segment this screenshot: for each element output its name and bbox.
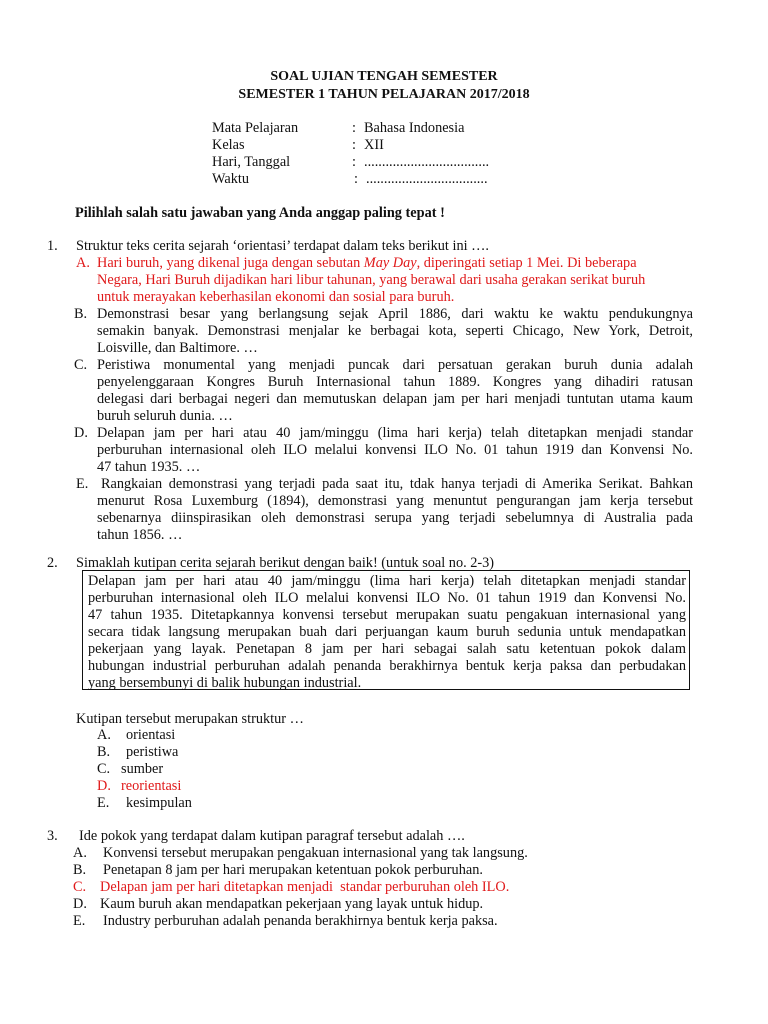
info-label: Waktu [212,171,249,187]
info-label: Kelas [212,137,245,153]
option-letter: B. [73,862,87,878]
option-line: delegasi dari berbagai negeri dan memutuskan delapan jam per hari menjadi tuntutan utama kaum [97,391,693,407]
info-colon: : [352,120,356,136]
option-letter: D. [73,896,87,912]
question-number: 1. [47,238,58,254]
option-letter: A. [97,727,111,743]
option-line: Loisville, dan Baltimore. … [97,340,258,356]
option-line: untuk merayakan keberhasilan ekonomi dan sosial para buruh. [97,289,455,305]
option-text: Kaum buruh akan mendapatkan pekerjaan yang layak untuk hidup. [100,896,484,912]
option-line: Delapan jam per hari atau 40 jam/minggu (lima hari kerja) telah ditetapkan menjadi standar [97,425,693,441]
option-letter: E. [97,795,110,811]
option-line: menurut Rosa Luxemburg (1894), demonstrasi yang menuntut pengurangan jam kerja tersebut [97,493,693,509]
option-text: kesimpulan [126,795,192,811]
quote-line: pekerjaan yang layak. Penetapan 8 jam per hari sebagai salah satu ketentuan pokok dalam [88,641,686,657]
option-line: Negara, Hari Buruh dijadikan hari libur tahunan, yang berawal dari usaha gerakan serikat buruh [97,272,646,288]
option-line: Hari buruh, yang dikenal juga dengan sebutan May Day, diperingati setiap 1 Mei. Di beberapa [97,255,637,271]
option-text: Konvensi tersebut merupakan pengakuan internasional yang tak langsung. [103,845,528,861]
option-letter: B. [97,744,111,760]
quote-line: Delapan jam per hari atau 40 jam/minggu (lima hari kerja) telah ditetapkan menjadi standar [88,573,686,589]
option-letter: D. [74,425,88,441]
quote-line: 47 tahun 1935. Ditetapkannya konvensi tersebut merupakan suatu pengakuan internasional yang [88,607,686,623]
option-letter: E. [76,476,89,492]
question-number: 3. [47,828,58,844]
option-line: penyelenggaraan Kongres Buruh Internasional tahun 1889. Kongres yang dihadiri ratusan [97,374,693,390]
info-colon: : [352,154,356,170]
question-number: 2. [47,555,58,571]
option-letter: C. [73,879,87,895]
option-letter: E. [73,913,86,929]
info-colon: : [352,137,356,153]
option-letter: A. [73,845,87,861]
info-value: XII [364,137,384,153]
option-letter: D. [97,778,111,794]
option-line: Demonstrasi besar yang berlangsung sejak April 1886, dari waktu ke waktu pendukungnya [97,306,693,322]
quote-line: perburuhan internasional oleh ILO melalui konvensi ILO No. 01 tahun 1919 dan Konvensi No. [88,590,686,606]
question-text: Simaklah kutipan cerita sejarah berikut dengan baik! (untuk soal no. 2-3) [76,555,495,571]
info-label: Mata Pelajaran [212,120,299,136]
option-letter: C. [97,761,111,777]
option-line: Rangkaian demonstrasi yang terjadi pada saat itu, tdak hanya terjadi di Amerika Serikat. Bahkan [101,476,693,492]
option-letter: A. [76,255,90,271]
option-text: Industry perburuhan adalah penanda berakhirnya bentuk kerja paksa. [103,913,498,929]
exam-title: SOAL UJIAN TENGAH SEMESTER [270,69,498,84]
option-line: buruh seluruh dunia. … [97,408,233,424]
info-label: Hari, Tanggal [212,154,291,170]
quote-line: hubungan industrial perburuhan adalah penanda berakhirnya bentuk kerja paksa dan perbudakan [88,658,686,674]
instruction: Pilihlah salah satu jawaban yang Anda anggap paling tepat ! [75,205,445,221]
exam-subtitle: SEMESTER 1 TAHUN PELAJARAN 2017/2018 [238,87,530,102]
option-line: perburuhan internasional oleh ILO melalui konvensi ILO No. 01 tahun 1919 dan Konvensi No. [97,442,693,458]
option-line: 47 tahun 1935. … [97,459,201,475]
option-line: Peristiwa monumental yang menjadi puncak dari persatuan gerakan buruh dunia adalah [97,357,693,373]
question-prompt: Kutipan tersebut merupakan struktur … [76,711,304,727]
info-value: ................................... [364,154,490,170]
option-text: sumber [121,761,164,777]
question-text: Struktur teks cerita sejarah ‘orientasi’ terdapat dalam teks berikut ini …. [76,238,490,254]
quote-line: secara tidak langsung merupakan buah dari perjuangan kaum buruh sedunia untuk mendapatkan [88,624,686,640]
quote-line: yang bersembunyi di balik hubungan industrial. [88,675,362,691]
option-text: Delapan jam per hari ditetapkan menjadi standar perburuhan oleh ILO. [100,879,510,895]
may-day-term: May Day [363,255,417,271]
option-text: reorientasi [121,778,182,794]
option-line: semakin banyak. Demonstrasi menjalar ke berbagai kota, seperti Chicago, New York, Detroit, [97,323,693,339]
option-text: peristiwa [126,744,179,760]
info-value: .................................. [366,171,488,187]
option-line: sebenarnya diinspirasikan oleh demonstrasi serupa yang terjadi sebelumnya di Australia pada [97,510,693,526]
question-text: Ide pokok yang terdapat dalam kutipan paragraf tersebut adalah …. [79,828,465,844]
info-colon: : [354,171,358,187]
option-line: tahun 1856. … [97,527,183,543]
info-value: Bahasa Indonesia [364,120,465,136]
option-letter: C. [74,357,88,373]
option-text: Penetapan 8 jam per hari merupakan ketentuan pokok perburuhan. [103,862,483,878]
option-letter: B. [74,306,88,322]
option-text: orientasi [126,727,176,743]
